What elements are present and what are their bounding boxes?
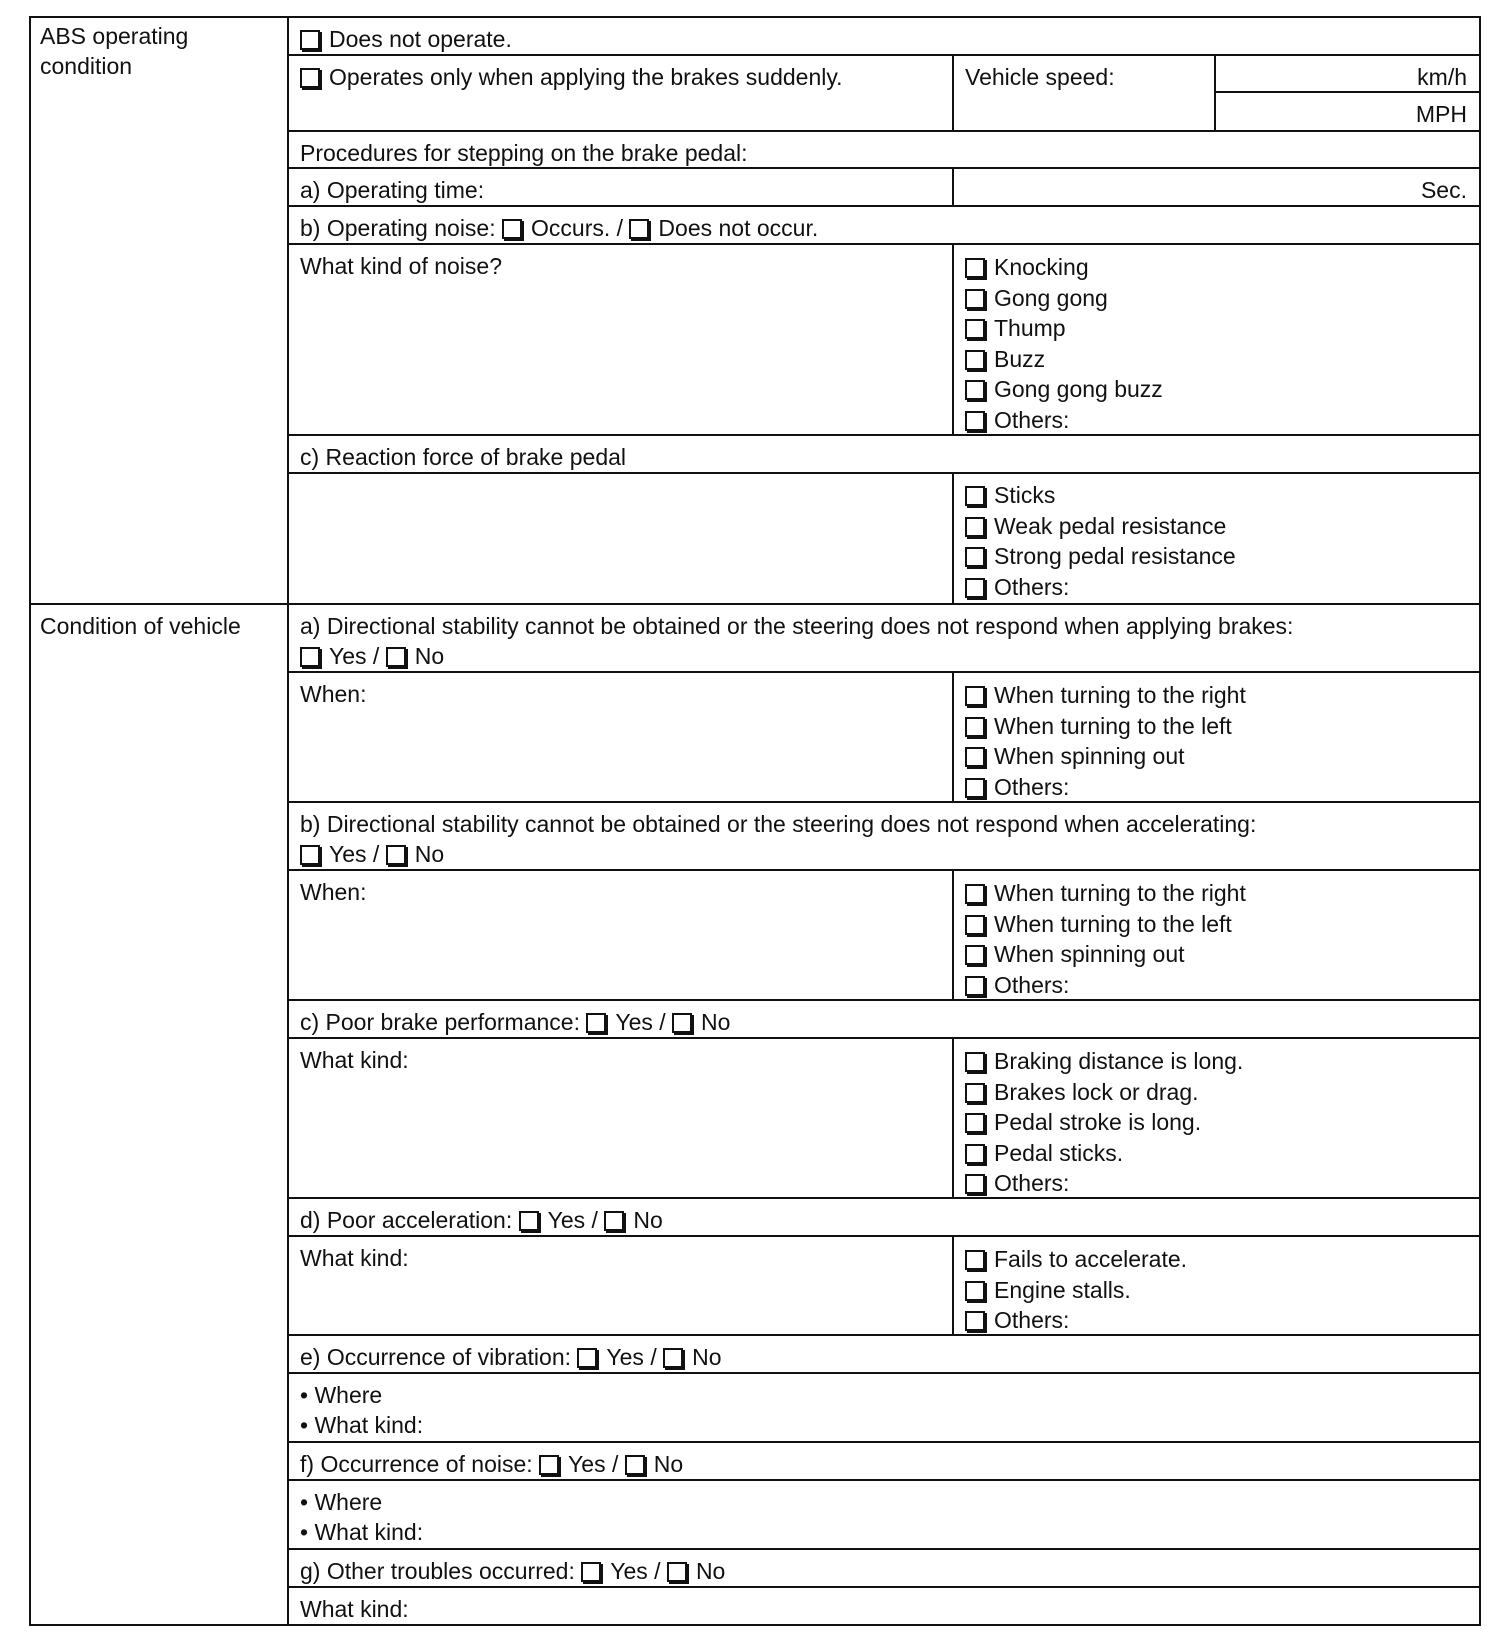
checkbox[interactable] xyxy=(965,411,985,431)
checkbox[interactable] xyxy=(965,686,985,706)
checkbox[interactable] xyxy=(965,915,985,935)
row-a-braking-stability xyxy=(289,606,1479,671)
occurs-label: Occurs. / xyxy=(531,215,624,241)
option-label: Brakes lock or drag. xyxy=(994,1078,1199,1105)
option-item xyxy=(965,909,1468,940)
where-label: • Where xyxy=(300,1487,1468,1517)
when-options-b xyxy=(954,873,1479,1000)
when-text: When: xyxy=(300,681,367,707)
border-right xyxy=(1479,16,1481,1626)
checkbox[interactable] xyxy=(965,976,985,996)
brake-options xyxy=(954,1041,1479,1199)
no-label: No xyxy=(695,1558,726,1584)
option-label: Others: xyxy=(994,773,1070,800)
option-label: Others: xyxy=(994,573,1070,600)
row-line xyxy=(287,1548,1481,1550)
row-line xyxy=(287,1235,1481,1237)
option-item xyxy=(965,1138,1468,1169)
row-line xyxy=(287,1372,1481,1374)
unit-mph: MPH xyxy=(1415,101,1467,127)
checkbox-yes[interactable] xyxy=(519,1211,539,1231)
operating-noise-text: b) Operating noise: xyxy=(300,215,496,241)
checkbox[interactable] xyxy=(965,578,985,598)
option-label: Fails to accelerate. xyxy=(994,1246,1188,1272)
row-line xyxy=(287,472,1481,474)
checkbox[interactable] xyxy=(965,1174,985,1194)
checkbox[interactable] xyxy=(965,350,985,370)
vehicle-section-label xyxy=(29,606,287,641)
when-options-a xyxy=(954,675,1479,802)
checkbox[interactable] xyxy=(965,319,985,339)
when-text: When: xyxy=(300,879,367,905)
row-c-brake-performance xyxy=(289,1002,1479,1037)
noise-kind-text: What kind of noise? xyxy=(300,253,503,279)
option-item xyxy=(965,878,1468,909)
checkbox[interactable] xyxy=(965,517,985,537)
unit-sec: Sec. xyxy=(1420,177,1467,203)
checkbox-no[interactable] xyxy=(663,1348,683,1368)
abs-section-label xyxy=(29,16,259,81)
what-kind-label xyxy=(289,1040,952,1075)
question-a-text: a) Directional stability cannot be obtained or the steering does not respond when applying brakes: xyxy=(300,613,1294,639)
no-label: No xyxy=(653,1451,684,1477)
yes-label: Yes / xyxy=(568,1451,619,1477)
yes-label: Yes / xyxy=(606,1344,657,1370)
no-label: No xyxy=(414,643,445,669)
speed-kmh-field[interactable] xyxy=(1216,57,1479,92)
option-item xyxy=(965,252,1468,283)
reaction-force-text: c) Reaction force of brake pedal xyxy=(300,444,627,470)
option-item xyxy=(965,313,1468,344)
row-e-vibration xyxy=(289,1337,1479,1372)
option-item xyxy=(965,772,1468,803)
option-label: Engine stalls. xyxy=(994,1276,1131,1303)
checkbox[interactable] xyxy=(965,884,985,904)
checkbox-occurs[interactable] xyxy=(502,219,522,239)
checkbox-yes[interactable] xyxy=(300,647,320,667)
border-bottom xyxy=(29,1624,1481,1626)
question-d-text: d) Poor acceleration: xyxy=(300,1207,513,1233)
operates-sudden-label: Operates only when applying the brakes suddenly. xyxy=(329,64,843,90)
accel-options xyxy=(954,1239,1479,1336)
option-item xyxy=(965,680,1468,711)
option-label: When turning to the right xyxy=(994,880,1246,906)
checkbox[interactable] xyxy=(965,380,985,400)
checkbox-no[interactable] xyxy=(672,1013,692,1033)
option-label: Strong pedal resistance xyxy=(994,543,1236,569)
when-label xyxy=(289,674,952,709)
procedures-text: Procedures for stepping on the brake pedal: xyxy=(300,140,748,166)
noise-options xyxy=(954,247,1479,435)
option-label: Sticks xyxy=(994,482,1056,508)
option-label: Weak pedal resistance xyxy=(994,512,1227,539)
option-label: Thump xyxy=(994,315,1066,341)
option-item xyxy=(965,1168,1468,1199)
checkbox[interactable] xyxy=(965,717,985,737)
checkbox-does-not-occur[interactable] xyxy=(629,219,649,239)
option-item xyxy=(965,344,1468,375)
option-item xyxy=(965,572,1468,603)
vehicle-section-label-text: Condition of vehicle xyxy=(40,613,241,639)
row-line xyxy=(287,1586,1481,1588)
operating-time-row xyxy=(289,170,952,205)
option-item xyxy=(965,1305,1468,1336)
no-label: No xyxy=(414,841,445,867)
checkbox[interactable] xyxy=(965,747,985,767)
row-line xyxy=(287,243,1481,245)
checkbox[interactable] xyxy=(965,1311,985,1331)
question-g-text: g) Other troubles occurred: xyxy=(300,1558,575,1584)
checkbox[interactable] xyxy=(300,68,320,88)
option-item xyxy=(965,541,1468,572)
reaction-options xyxy=(954,475,1479,602)
row-line xyxy=(287,869,1481,871)
noise-details xyxy=(289,1482,1479,1547)
unit-kmh: km/h xyxy=(1417,64,1467,90)
row-operates-sudden xyxy=(289,57,952,92)
checkbox-no[interactable] xyxy=(386,647,406,667)
yes-label: Yes / xyxy=(615,1009,666,1035)
checkbox-yes[interactable] xyxy=(539,1455,559,1475)
checkbox-no[interactable] xyxy=(604,1211,624,1231)
operating-time-field[interactable] xyxy=(954,170,1479,205)
procedures-row xyxy=(289,133,1479,168)
option-label: Pedal sticks. xyxy=(994,1139,1124,1166)
checkbox[interactable] xyxy=(965,778,985,798)
row-line xyxy=(287,54,1481,56)
other-what-kind xyxy=(289,1589,1479,1624)
option-label: Buzz xyxy=(994,345,1046,372)
yes-label: Yes / xyxy=(329,841,380,867)
checkbox[interactable] xyxy=(965,1113,985,1133)
checkbox[interactable] xyxy=(965,1083,985,1103)
option-item xyxy=(965,1107,1468,1138)
checkbox-yes[interactable] xyxy=(300,845,320,865)
option-label: When spinning out xyxy=(994,743,1185,769)
question-b-text: b) Directional stability cannot be obtained or the steering does not respond when accelerating: xyxy=(300,811,1257,837)
operating-noise-row xyxy=(289,208,1479,243)
option-item xyxy=(965,1275,1468,1306)
row-line xyxy=(287,671,1481,673)
checkbox[interactable] xyxy=(965,258,985,278)
where-label: • Where xyxy=(300,1380,1468,1410)
option-label: Knocking xyxy=(994,254,1089,280)
option-label: Gong gong buzz xyxy=(994,376,1163,402)
row-does-not-operate xyxy=(289,19,1479,54)
row-b-accel-stability xyxy=(289,804,1479,869)
checkbox[interactable] xyxy=(965,547,985,567)
does-not-occur-label: Does not occur. xyxy=(658,215,819,241)
option-label: When turning to the left xyxy=(994,910,1232,937)
section-divider xyxy=(29,603,1481,605)
what-kind-text: What kind: xyxy=(300,1245,409,1271)
what-kind-label xyxy=(289,1238,952,1273)
option-label: Pedal stroke is long. xyxy=(994,1109,1202,1135)
abs-section-label-text: ABS operating condition xyxy=(40,23,189,79)
row-line xyxy=(287,1037,1481,1039)
what-kind-text: What kind: xyxy=(300,1047,409,1073)
option-label: Others: xyxy=(994,1170,1070,1196)
yes-label: Yes / xyxy=(329,643,380,669)
vibration-details xyxy=(289,1375,1479,1440)
row-g-other xyxy=(289,1551,1479,1586)
checkbox[interactable] xyxy=(965,486,985,506)
checkbox[interactable] xyxy=(965,945,985,965)
option-item xyxy=(965,1077,1468,1108)
yes-label: Yes / xyxy=(610,1558,661,1584)
option-item xyxy=(965,970,1468,1001)
option-label: Gong gong xyxy=(994,284,1108,311)
option-item xyxy=(965,374,1468,405)
checkbox-yes[interactable] xyxy=(577,1348,597,1368)
does-not-operate-label: Does not operate. xyxy=(329,26,512,52)
option-label: When turning to the right xyxy=(994,682,1246,708)
checkbox-yes[interactable] xyxy=(586,1013,606,1033)
option-label: Others: xyxy=(994,971,1070,998)
vehicle-speed-label xyxy=(954,57,1214,92)
checkbox[interactable] xyxy=(965,1281,985,1301)
option-item xyxy=(965,1244,1468,1275)
option-item xyxy=(965,511,1468,542)
checkbox-no[interactable] xyxy=(386,845,406,865)
noise-kind-label xyxy=(289,246,952,281)
option-label: Others: xyxy=(994,406,1070,433)
option-item xyxy=(965,939,1468,970)
question-e-text: e) Occurrence of vibration: xyxy=(300,1344,572,1370)
what-kind-bullet: • What kind: xyxy=(300,1517,1468,1547)
row-d-acceleration xyxy=(289,1200,1479,1235)
checkbox[interactable] xyxy=(965,289,985,309)
checkbox[interactable] xyxy=(300,30,320,50)
no-label: No xyxy=(692,1344,722,1370)
option-item xyxy=(965,1046,1468,1077)
checkbox[interactable] xyxy=(965,1250,985,1270)
what-kind-bullet: • What kind: xyxy=(300,1410,1468,1440)
question-c-text: c) Poor brake performance: xyxy=(300,1009,580,1035)
option-item xyxy=(965,711,1468,742)
checkbox[interactable] xyxy=(965,1052,985,1072)
no-label: No xyxy=(633,1207,663,1233)
checkbox-no[interactable] xyxy=(625,1455,645,1475)
question-f-text: f) Occurrence of noise: xyxy=(300,1451,533,1477)
option-label: Braking distance is long. xyxy=(994,1048,1244,1074)
reaction-force-row xyxy=(289,437,1479,472)
checkbox-no[interactable] xyxy=(667,1562,687,1582)
option-item xyxy=(965,405,1468,436)
checkbox[interactable] xyxy=(965,1144,985,1164)
what-kind-text: What kind: xyxy=(300,1596,409,1622)
option-label: When turning to the left xyxy=(994,712,1232,739)
border-left xyxy=(29,16,31,1626)
row-f-noise xyxy=(289,1444,1479,1479)
vehicle-speed-text: Vehicle speed: xyxy=(965,64,1115,90)
when-label xyxy=(289,872,952,907)
no-label: No xyxy=(701,1009,731,1035)
checkbox-yes[interactable] xyxy=(581,1562,601,1582)
yes-label: Yes / xyxy=(547,1207,598,1233)
speed-mph-field[interactable] xyxy=(1216,94,1479,129)
row-line xyxy=(287,205,1481,207)
row-line xyxy=(287,130,1481,132)
row-line xyxy=(287,1479,1481,1481)
option-item xyxy=(965,741,1468,772)
option-item xyxy=(965,480,1468,511)
option-label: When spinning out xyxy=(994,941,1185,967)
option-label: Others: xyxy=(994,1307,1070,1333)
row-line xyxy=(287,1441,1481,1443)
operating-time-text: a) Operating time: xyxy=(300,177,485,203)
option-item xyxy=(965,283,1468,314)
